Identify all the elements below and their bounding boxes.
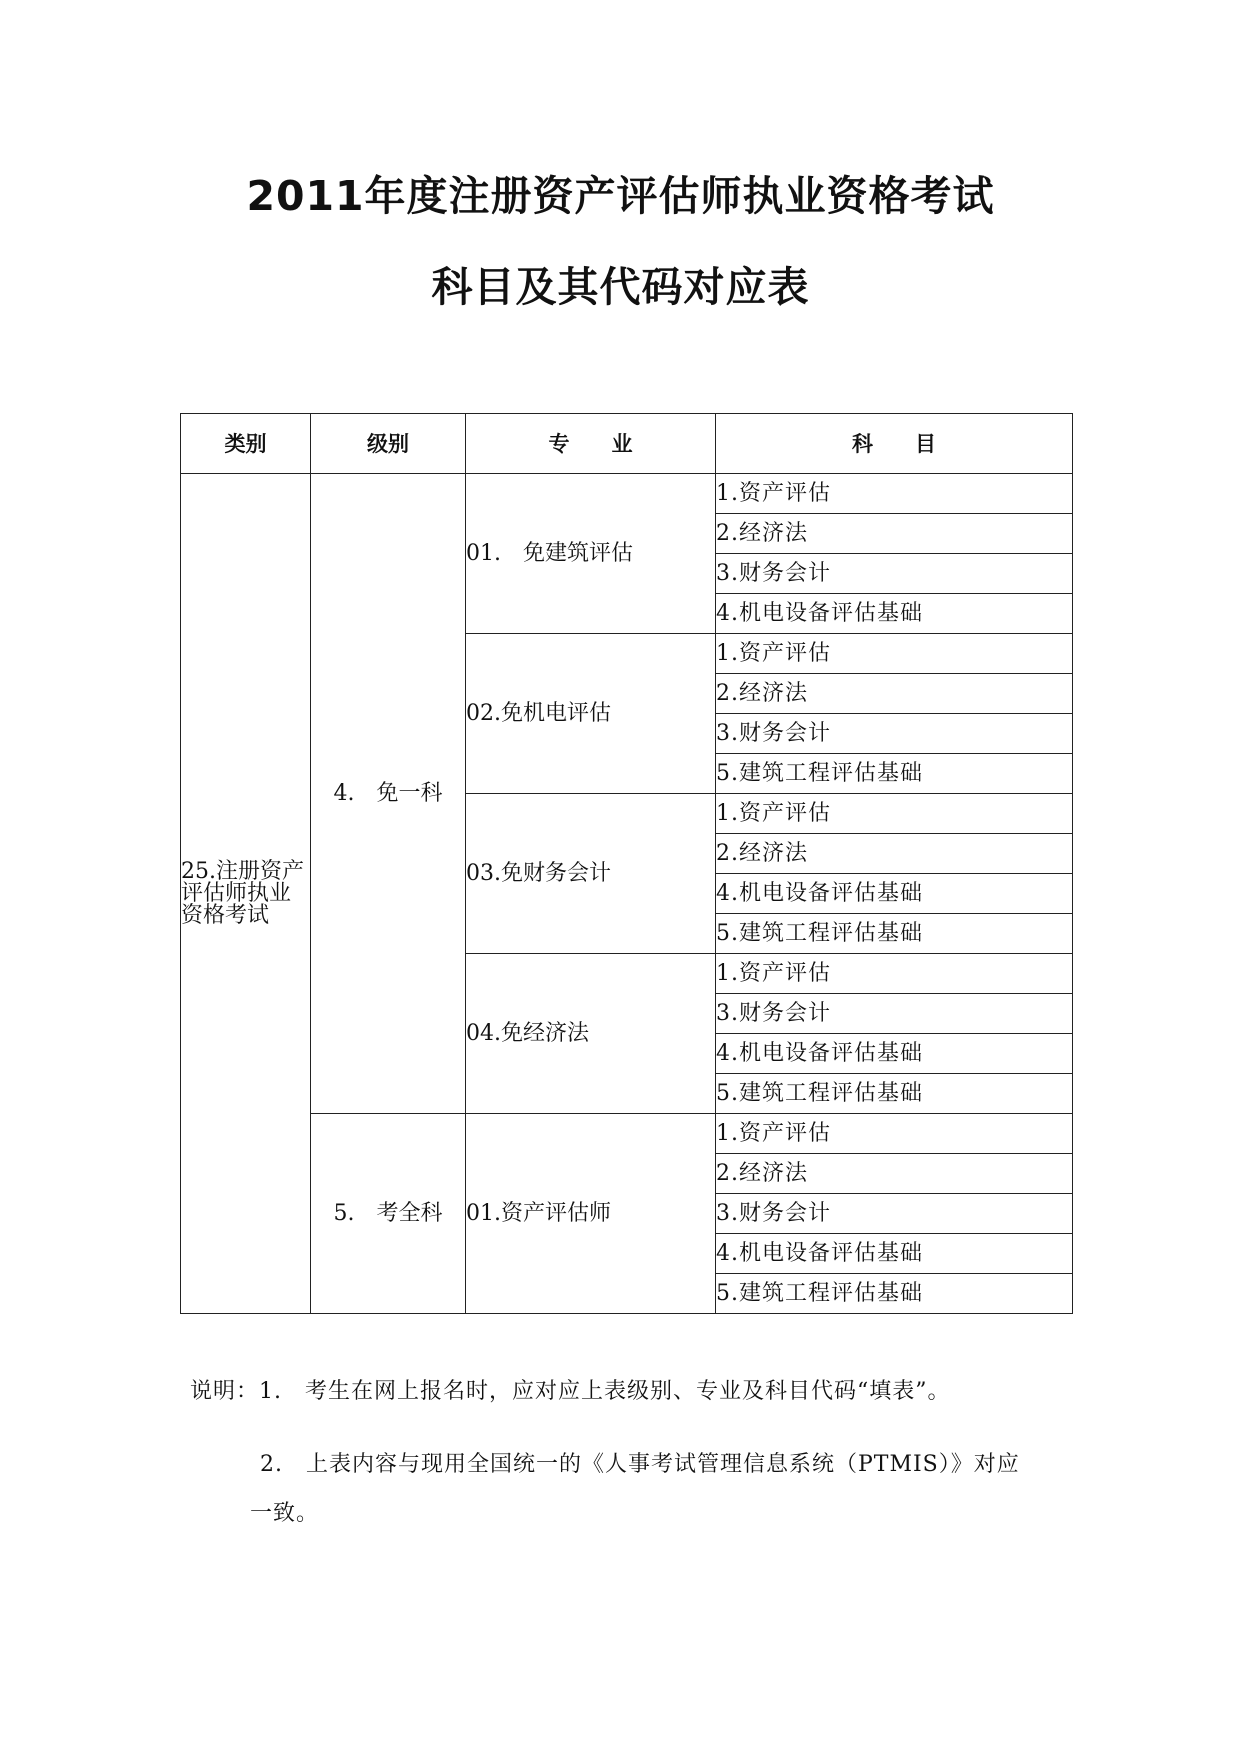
subject-cell: 1.资产评估 xyxy=(716,954,1073,994)
subject-cell: 5.建筑工程评估基础 xyxy=(716,1274,1073,1314)
subject-cell: 5.建筑工程评估基础 xyxy=(716,914,1073,954)
note-2-line-1: 2. 上表内容与现用全国统一的《人事考试管理信息系统（PTMIS）》对应 xyxy=(260,1452,1020,1477)
specialty-cell: 01. 免建筑评估 xyxy=(466,474,716,634)
subject-cell: 1.资产评估 xyxy=(716,1114,1073,1154)
subject-cell: 3.财务会计 xyxy=(716,714,1073,754)
subject-cell: 5.建筑工程评估基础 xyxy=(716,754,1073,794)
subject-cell: 2.经济法 xyxy=(716,674,1073,714)
subject-cell: 3.财务会计 xyxy=(716,994,1073,1034)
subject-cell: 4.机电设备评估基础 xyxy=(716,1234,1073,1274)
category-cell: 25.注册资产评估师执业资格考试 xyxy=(181,474,311,1314)
subject-cell: 1.资产评估 xyxy=(716,794,1073,834)
table-header-row xyxy=(181,414,1073,474)
subject-code-table xyxy=(180,413,1073,1314)
subject-cell: 1.资产评估 xyxy=(716,474,1073,514)
subject-cell: 2.经济法 xyxy=(716,514,1073,554)
level-cell: 5. 考全科 xyxy=(311,1114,466,1314)
subject-cell: 3.财务会计 xyxy=(716,1194,1073,1234)
header-specialty: 专 业 xyxy=(466,414,716,474)
subject-cell: 1.资产评估 xyxy=(716,634,1073,674)
subject-cell: 5.建筑工程评估基础 xyxy=(716,1074,1073,1114)
table-row xyxy=(181,474,1073,514)
specialty-cell: 03.免财务会计 xyxy=(466,794,716,954)
table-row xyxy=(181,1114,1073,1154)
subject-cell: 2.经济法 xyxy=(716,834,1073,874)
header-subject: 科 目 xyxy=(716,414,1073,474)
subject-cell: 3.财务会计 xyxy=(716,554,1073,594)
header-category: 类别 xyxy=(181,414,311,474)
subject-cell: 4.机电设备评估基础 xyxy=(716,594,1073,634)
subject-cell: 4.机电设备评估基础 xyxy=(716,874,1073,914)
subject-cell: 2.经济法 xyxy=(716,1154,1073,1194)
page-title: 2011年度注册资产评估师执业资格考试 xyxy=(246,172,995,220)
specialty-cell: 04.免经济法 xyxy=(466,954,716,1114)
note-1: 说明：1. 考生在网上报名时，应对应上表级别、专业及科目代码“填表”。 xyxy=(190,1379,951,1404)
subject-cell: 4.机电设备评估基础 xyxy=(716,1034,1073,1074)
specialty-cell: 01.资产评估师 xyxy=(466,1114,716,1314)
specialty-cell: 02.免机电评估 xyxy=(466,634,716,794)
table-body xyxy=(181,474,1073,1314)
level-cell: 4. 免一科 xyxy=(311,474,466,1114)
note-2-line-2: 一致。 xyxy=(250,1501,320,1526)
header-level: 级别 xyxy=(311,414,466,474)
page-subtitle: 科目及其代码对应表 xyxy=(431,263,810,311)
